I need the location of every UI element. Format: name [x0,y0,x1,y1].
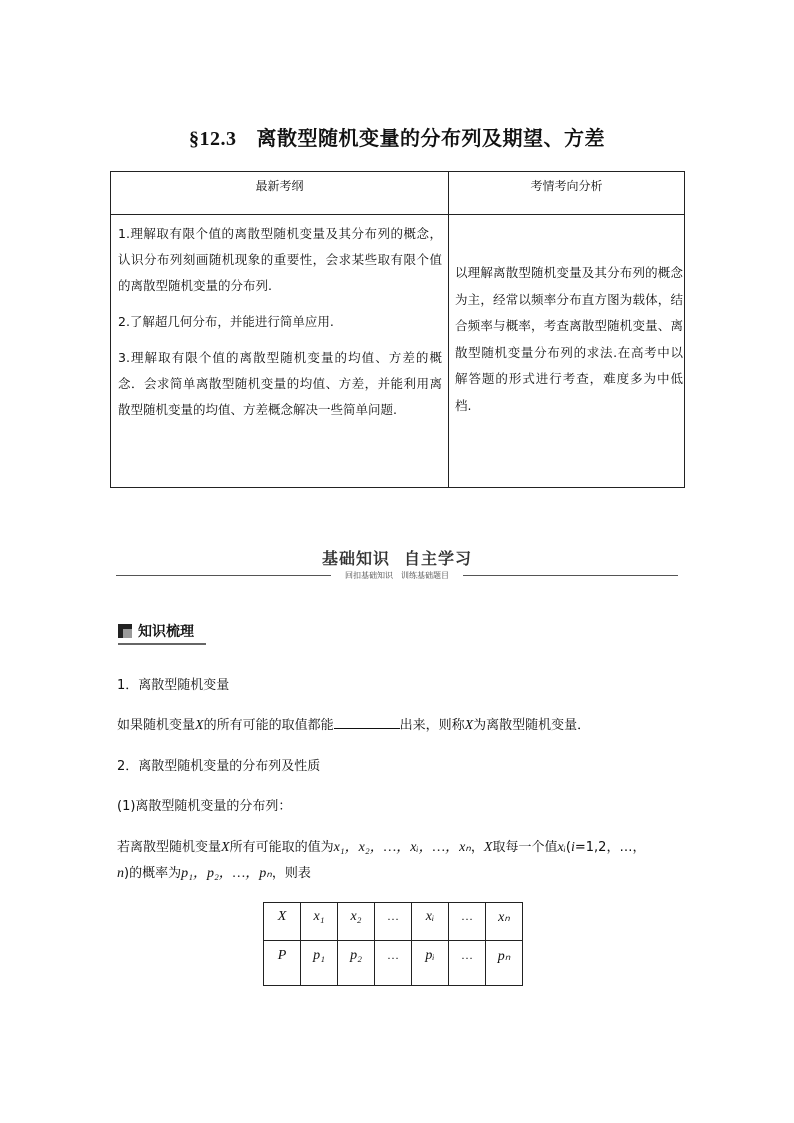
banner-subtitle: 回扣基础知识 训练基础题目 [345,571,449,580]
text-fragment: ， [470,840,484,855]
page-title [0,122,794,151]
table-cell: … [375,941,412,986]
index-n: n [117,866,124,881]
table-cell: xᵢ [412,903,449,941]
distribution-paragraph-line-2 [117,862,311,882]
requirement-2: 2.了解超几何分布，并能进行简单应用. [118,314,334,329]
text-fragment: 出来，则称 [399,718,465,733]
text-fragment: 如果随机变量 [117,718,196,733]
square-bullet-icon [118,624,132,638]
table-cell: pᵢ [412,941,449,986]
variable-x: X [221,840,230,855]
section-banner-title [0,546,794,569]
item-2-title: 2．离散型随机变量的分布列及性质 [117,759,321,774]
table-cell: pₙ [486,941,523,986]
text-fragment: ( [565,840,571,855]
banner-rule-left [116,575,331,576]
knowledge-heading [118,620,194,642]
banner-title-part-a: 基础知识 [321,549,390,568]
table-cell: xₙ [486,903,523,941]
table-divider [448,172,449,487]
text-fragment: 的所有可能的取值都能 [203,718,334,733]
banner-title-part-b: 自主学习 [404,549,473,568]
value-list: x₁，x₂，…，xᵢ，…，xₙ [333,840,471,855]
variable-x: X [464,718,474,733]
table-row [264,941,523,986]
sub-item-1-title: (1)离散型随机变量的分布列： [117,799,292,814]
table-cell: … [449,903,486,941]
table-cell: … [375,903,412,941]
table-cell: P [264,941,301,986]
knowledge-heading-underline [118,643,206,645]
text-fragment: =1,2，…， [574,840,646,855]
distribution-paragraph-line-1 [117,836,645,856]
table-header-rule [111,214,684,215]
distribution-table [263,902,523,986]
text-fragment: 取每一个值 [492,840,558,855]
text-fragment: )的概率为 [124,866,182,881]
table-cell: X [264,903,301,941]
item-1-title: 1．离散型随机变量 [117,678,230,693]
fill-in-blank [334,716,400,729]
text-fragment: 若离散型随机变量 [117,840,222,855]
text-fragment: 为离散型随机变量． [473,718,591,733]
knowledge-heading-text: 知识梳理 [138,624,194,640]
outline-requirements [118,221,442,433]
table-cell: … [449,941,486,986]
index-i: i [570,840,575,855]
value-xi: xᵢ [557,840,566,855]
section-number: §12.3 [189,128,237,150]
banner-rule-right [463,575,678,576]
section-title: 离散型随机变量的分布列及期望、方差 [256,126,605,150]
header-exam-analysis: 考情考向分析 [530,179,603,193]
variable-x: X [483,840,493,855]
exam-analysis-text: 以理解离散型随机变量及其分布列的概念为主，经常以频率分布直方图为载体，结合频率与概率，考查离散型随机变量、离散型随机变量分布列的求法.在高考中以解答题的形式进行考查，难度多为中低档. [455,265,683,413]
probability-list: p₁，p₂，…，pₙ [181,866,272,881]
text-fragment: ，则表 [271,866,311,881]
requirement-1: 1.理解取有限个值的离散型随机变量及其分布列的概念，认识分布列刻画随机现象的重要性，会求某些取有限个值的离散型随机变量的分布列. [118,226,442,293]
table-cell: p₂ [338,941,375,986]
table-cell: p₁ [301,941,338,986]
table-cell: x₂ [338,903,375,941]
variable-x: X [195,718,204,733]
text-fragment: 所有可能取的值为 [229,840,334,855]
table-row [264,903,523,941]
requirement-3: 3.理解取有限个值的离散型随机变量的均值、方差的概念．会求简单离散型随机变量的均值、方差，并能利用离散型随机变量的均值、方差概念解决一些简单问题. [118,350,442,417]
header-latest-outline: 最新考纲 [255,179,304,193]
item-1-definition [117,714,590,734]
table-cell: x₁ [301,903,338,941]
exam-outline-table [110,171,685,488]
